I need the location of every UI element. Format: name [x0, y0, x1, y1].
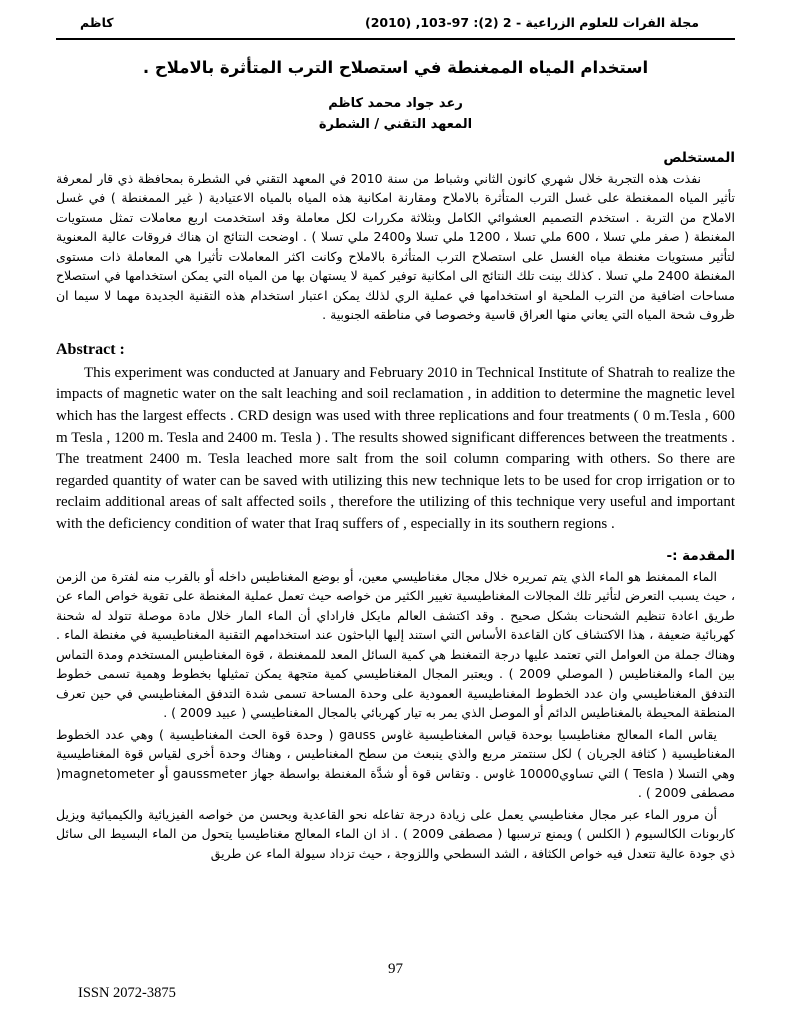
introduction-paragraph: أن مرور الماء عبر مجال مغناطيسي يعمل على زيادة درجة تفاعله نحو القاعدية ويحسن من خواصه الفيزيائية والكيميائية ويزيل كاربونات الكالسيوم ( الكلس ) ويمنع ترسبها ( مصطفى 2009 ) . اذ ان الماء المعالج مغناطيسيا يتحول من الماء البسيط الى سائل ذي جودة عالية تتعدل فيه خواص الكثافة ، الشد السطحي واللزوجة ، حيث تزداد سيولة الماء عن طريق	[56, 806, 735, 861]
arabic-abstract-body: نفذت هذه التجربة خلال شهري كانون الثاني وشباط من سنة 2010 في المعهد التقني في الشطرة بمحافظة ذي قار لمعرفة تأثير المياه الممغنطة على غسل الترب المتأثرة بالاملاح ومقارنة امكانية هذه المياه بالمياه الاعتيادية ( غير الممغنطة ) في غسل الاملاح من التربة . استخدم التصميم العشوائي الكامل وبثلاثة مكررات لكل معاملة وقد استخدمت اربع معاملات تمثل مستويات المغنطة ( صفر ملي تسلا ، 600 ملي تسلا ، 1200 ملي تسلا و2400 ملي تسلا ) . اوضحت النتائج ان هناك فروقات عالية المعنوية لتأثير مستويات مغنطة مياه الغسل على استصلاح الترب المتأثرة بالاملاح وكانت اكثر المعاملات تأثيرا هي المعاملة ذات مستوى المغنطة 2400 ملي تسلا . كذلك بينت تلك النتائج الى امكانية توفير كمية لا يستهان بها من المياه التي يمكن استخدامها في استصلاح مساحات اضافية من الترب الملحية او استخدامها في عملية الري لذلك يمكن اعتبار استخدام هذه التقنية الجديدة مهما لا سيما ان ظروف شحة المياه التي يعاني منها العراق قاسية وخصوصا في مناطقه الجنوبية .	[56, 170, 735, 323]
header-rule	[56, 38, 735, 40]
introduction-heading: المقدمة :-	[666, 547, 735, 564]
journal-reference: مجلة الفرات للعلوم الزراعية - 2 (2): 97-103, (2010)	[365, 15, 699, 30]
author-affiliation: المعهد التقني / الشطرة	[318, 117, 473, 133]
introduction-paragraph: يقاس الماء المعالج مغناطيسيا بوحدة قياس المغناطيسية غاوس gauss ( وحدة قوة الحث المغناطيسية ) وهي عدد الخطوط المغناطيسية ( كثافة الجريان ) لكل سنتمتر مربع والذي ينبعث من سطح المغناطيس ، وهناك وحدة أخرى لقياس قوة المغناطيسية وهي التسلا ( Tesla ) التي تساوي10000 غاوس . وتقاس قوة أو شدَّة المغنطة بواسطة جهاز gaussmeter أو magnetometer( مصطفى 2009 ) .	[56, 726, 735, 801]
introduction-paragraph: الماء الممغنط هو الماء الذي يتم تمريره خلال مجال مغناطيسي معين، أو بوضع المغناطيس داخله أو بالقرب منه لفترة من الزمن ، حيث يسبب التعرض لتأثير تلك المجالات المغناطيسية تغيير الكثير من خواصه حيث تعمل عملية المغنطة على تقوية خواص الماء عن طريق اعادة تنظيم الشحنات بشكل صحيح . وقد اكتشف العالم مايكل فاراداي أن الماء المار خلال مادة موصلة تتولد له شحنة كهربائية ضعيفة ، هذا الاكتشاف كان القاعدة الأساس التي استند إليها الباحثون عند استخدامهم التقنية المغناطيسية في مغنطة الماء . وهناك جملة من العوامل التي تعتمد عليها درجة التمغنط هي كمية السائل المعد للممغنطة ، قوة المغناطيس المستخدم ومدة التماس بين الماء والمغناطيس ( الموصلي 2009 ) . ويعتبر المجال المغناطيسي كمية متجهة يمكن تمثيلها بخطوط وهمية تسمى خطوط التدفق المغناطيسي وان عدد الخطوط المغناطيسية العمودية على وحدة المساحة تسمى شدة التدفق المغناطيسي في حين تعرف المنطقة المحيطة بالمغناطيس الدائم أو الموصل الذي يمر به تيار كهربائي بالمجال المغناطيسي ( عبيد 2009 ) .	[56, 568, 736, 721]
arabic-abstract-section	[56, 150, 735, 325]
issn-label: ISSN 2072-3875	[78, 985, 176, 1001]
page-number: 97	[388, 961, 403, 977]
author-name: رعد جواد محمد كاظم	[328, 96, 463, 111]
english-abstract-section	[56, 341, 735, 536]
article-title: استخدام المياه الممغنطة في استصلاح الترب المتأثرة بالاملاح .	[142, 58, 649, 77]
running-head	[56, 13, 735, 30]
english-abstract-body: This experiment was conducted at January and February 2010 in Technical Institute of Shatrah to realize the impacts of magnetic water on the salt leaching and soil reclamation , in addition to determine the magnetic level which has the largest effects . CRD design was used with three replications and four treatments ( 0 m.Tesla , 600 m Tesla , 1200 m. Tesla and 2400 m. Tesla ) . The results showed significant differences between the treatments . The treatment 2400 m. Tesla leached more salt from the soil column comparing with others. So there are regarded quantity of water can be saved with utilizing this new technique lets to be used for crop irrigation or to reclaim additional areas of salt affected soils , therefore the utilizing of this technique very useful and important with the deficiency condition of water that Iraq suffers of , especially in its southern regions .	[56, 364, 735, 533]
page-header	[56, 13, 735, 40]
english-abstract-heading: Abstract :	[56, 340, 125, 358]
introduction-section	[56, 548, 735, 864]
running-author: كاظم	[80, 15, 114, 30]
arabic-abstract-heading: المستخلص	[663, 149, 735, 166]
author-block	[56, 93, 735, 136]
